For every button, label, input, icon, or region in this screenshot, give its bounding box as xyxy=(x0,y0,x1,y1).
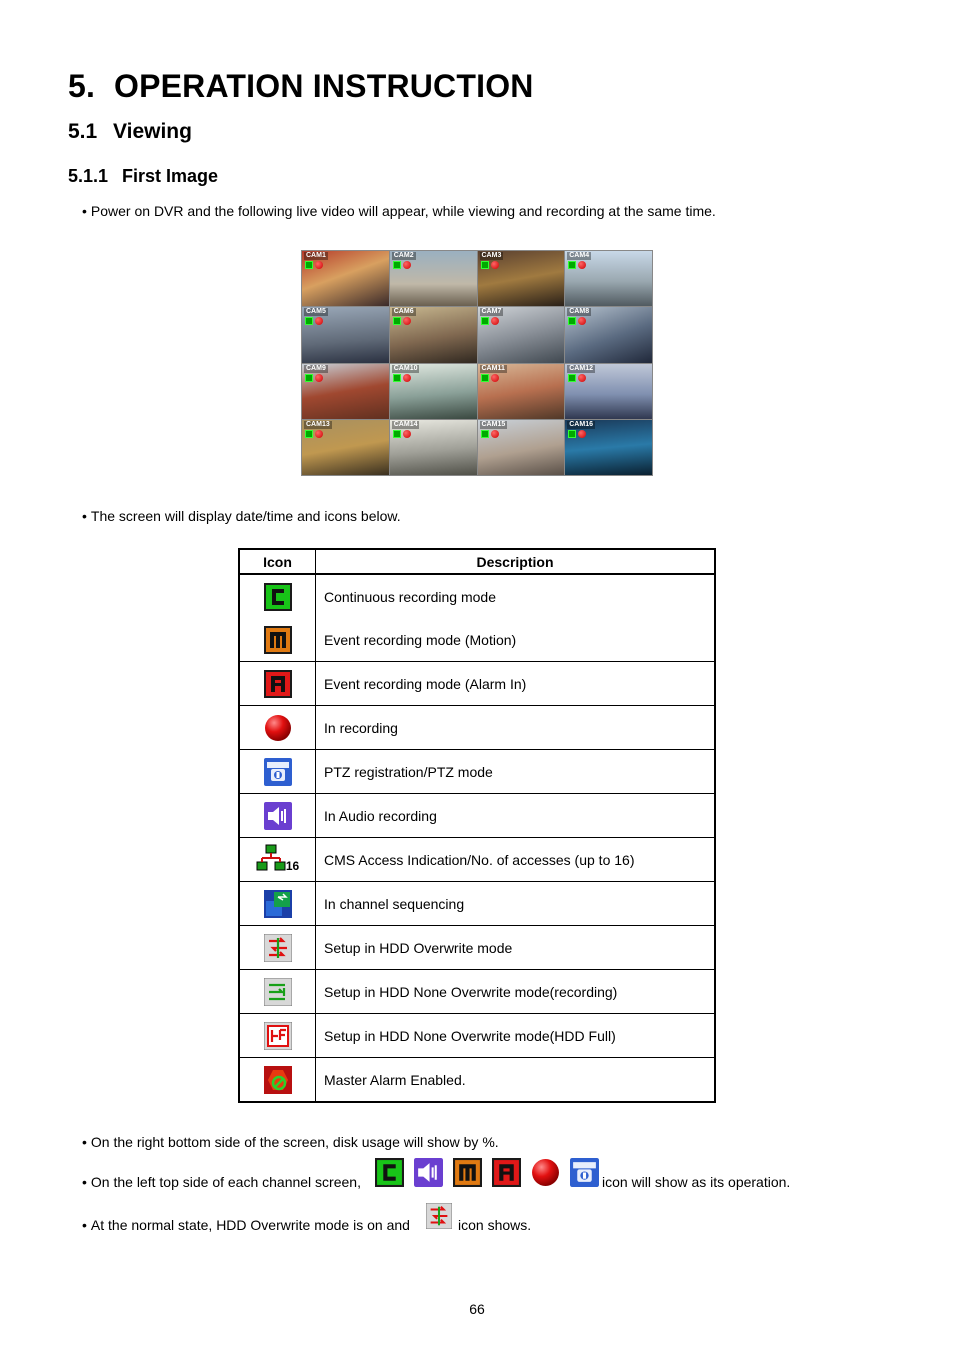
description-cell: In channel sequencing xyxy=(316,882,716,926)
camera-label: CAM13 xyxy=(306,420,330,428)
continuous-record-icon xyxy=(568,374,576,382)
continuous-record-icon xyxy=(393,261,401,269)
page-number: 66 xyxy=(469,1301,485,1317)
camera-tile xyxy=(390,307,477,362)
recording-dot-icon xyxy=(491,430,499,438)
camera-tile xyxy=(565,364,652,419)
table-row xyxy=(239,970,715,1014)
continuous-record-icon xyxy=(481,261,489,269)
section-title: 5.1 Viewing xyxy=(68,120,192,143)
table-row xyxy=(239,794,715,838)
camera-tile xyxy=(478,364,565,419)
live-video-grid xyxy=(301,250,653,476)
description-cell: PTZ registration/PTZ mode xyxy=(316,750,716,794)
recording-dot-icon xyxy=(578,374,586,382)
continuous-record-icon xyxy=(568,261,576,269)
cms-network-icon xyxy=(256,844,286,872)
icon-cell xyxy=(239,1014,316,1058)
icon-cell xyxy=(239,970,316,1014)
table-row xyxy=(239,1014,715,1058)
camera-tile xyxy=(390,251,477,306)
camera-label: CAM2 xyxy=(393,252,414,259)
icon-cell xyxy=(239,794,316,838)
icon-cell xyxy=(239,574,316,618)
description-cell: Event recording mode (Alarm In) xyxy=(316,662,716,706)
camera-label: CAM14 xyxy=(393,420,418,428)
camera-label: CAM10 xyxy=(393,364,418,372)
table-row xyxy=(239,838,715,882)
continuous-record-icon xyxy=(264,583,292,611)
table-row xyxy=(239,926,715,970)
bullet-power-on: • Power on DVR and the following live video will appear, while viewing and recording at the same time. xyxy=(82,203,716,219)
motion-record-icon xyxy=(453,1158,482,1187)
camera-tile xyxy=(390,364,477,419)
table-row xyxy=(239,574,715,618)
recording-dot-icon xyxy=(315,374,323,382)
camera-tile xyxy=(302,420,389,475)
icon-column-header: Icon xyxy=(239,549,316,574)
description-column-header: Description xyxy=(316,549,716,574)
recording-dot-icon xyxy=(491,261,499,269)
cms-access-count: 16 xyxy=(285,859,300,873)
ptz-icon xyxy=(570,1158,599,1187)
hdd-overwrite-icon xyxy=(426,1203,452,1229)
camera-label: CAM4 xyxy=(569,252,590,259)
bullet-channel-icons: • On the left top side of each channel screen, xyxy=(82,1174,361,1190)
recording-dot-icon xyxy=(578,317,586,325)
recording-dot-icon xyxy=(531,1158,560,1187)
icon-cell xyxy=(239,662,316,706)
continuous-record-icon xyxy=(393,317,401,325)
description-cell: Setup in HDD Overwrite mode xyxy=(316,926,716,970)
continuous-record-icon xyxy=(393,374,401,382)
table-row xyxy=(239,1058,715,1103)
channel-icon-strip xyxy=(375,1158,599,1187)
hdd-overwrite-icon xyxy=(264,934,292,962)
bullet-disk-usage: • On the right bottom side of the screen, disk usage will show by %. xyxy=(82,1134,499,1150)
hdd-none-overwrite-icon xyxy=(264,978,292,1006)
continuous-record-icon xyxy=(481,430,489,438)
icon-cell xyxy=(239,838,316,882)
motion-record-icon xyxy=(264,626,292,654)
recording-dot-icon xyxy=(578,430,586,438)
camera-label: CAM7 xyxy=(481,308,502,316)
ptz-icon xyxy=(264,758,292,786)
continuous-record-icon xyxy=(568,317,576,325)
camera-label: CAM3 xyxy=(481,252,502,259)
normal-state-icon-wrap xyxy=(426,1203,452,1229)
icon-cell xyxy=(239,1058,316,1103)
camera-tile xyxy=(565,420,652,475)
continuous-record-icon xyxy=(393,430,401,438)
description-cell: In Audio recording xyxy=(316,794,716,838)
continuous-record-icon xyxy=(375,1158,404,1187)
description-cell: Setup in HDD None Overwrite mode(HDD Full) xyxy=(316,1014,716,1058)
camera-tile xyxy=(478,251,565,306)
chapter-title: 5. OPERATION INSTRUCTION xyxy=(68,68,534,104)
hdd-full-icon xyxy=(264,1022,292,1050)
subsection-title: 5.1.1 First Image xyxy=(68,166,219,186)
continuous-record-icon xyxy=(305,261,313,269)
icon-cell xyxy=(239,882,316,926)
camera-label: CAM5 xyxy=(306,308,326,316)
camera-tile xyxy=(390,420,477,475)
bullet-channel-icons-tail: icon will show as its operation. xyxy=(602,1174,791,1190)
audio-icon xyxy=(414,1158,443,1187)
bullet-normal-state: • At the normal state, HDD Overwrite mode is on and xyxy=(82,1217,410,1233)
bullet-normal-state-tail: icon shows. xyxy=(458,1217,532,1233)
continuous-record-icon xyxy=(481,317,489,325)
recording-dot-icon xyxy=(403,430,411,438)
table-row xyxy=(239,882,715,926)
recording-dot-icon xyxy=(403,374,411,382)
recording-dot-icon xyxy=(403,317,411,325)
table-row xyxy=(239,706,715,750)
continuous-record-icon xyxy=(305,374,313,382)
icon-cell xyxy=(239,750,316,794)
recording-dot-icon xyxy=(491,374,499,382)
camera-tile xyxy=(565,307,652,362)
continuous-record-icon xyxy=(481,374,489,382)
master-alarm-icon xyxy=(264,1066,292,1094)
table-row xyxy=(239,662,715,706)
camera-label: CAM9 xyxy=(306,364,326,372)
camera-tile xyxy=(302,251,389,306)
recording-dot-icon xyxy=(578,261,586,269)
alarm-record-icon xyxy=(492,1158,521,1187)
description-cell: Master Alarm Enabled. xyxy=(316,1058,716,1103)
description-cell: CMS Access Indication/No. of accesses (up to 16) xyxy=(316,838,716,882)
description-cell: Continuous recording mode xyxy=(316,574,716,618)
camera-tile xyxy=(478,307,565,362)
description-cell: Event recording mode (Motion) xyxy=(324,631,517,648)
continuous-record-icon xyxy=(305,430,313,438)
recording-dot-icon xyxy=(264,714,292,742)
camera-tile xyxy=(302,364,389,419)
recording-dot-icon xyxy=(315,317,323,325)
camera-tile xyxy=(302,307,389,362)
recording-dot-icon xyxy=(491,317,499,325)
recording-dot-icon xyxy=(315,430,323,438)
sequence-icon xyxy=(264,890,292,918)
audio-icon xyxy=(264,802,292,830)
recording-dot-icon xyxy=(315,261,323,269)
alarm-record-icon xyxy=(264,670,292,698)
camera-label: CAM12 xyxy=(569,364,593,372)
camera-tile xyxy=(565,251,652,306)
icon-cell xyxy=(239,706,316,750)
icon-cell xyxy=(239,926,316,970)
camera-label: CAM16 xyxy=(569,420,593,428)
camera-label: CAM1 xyxy=(306,252,326,259)
description-cell: Setup in HDD None Overwrite mode(recording) xyxy=(316,970,716,1014)
continuous-record-icon xyxy=(568,430,576,438)
icon-table xyxy=(238,548,716,1103)
bullet-display-icons: • The screen will display date/time and icons below. xyxy=(82,508,401,524)
table-row xyxy=(239,750,715,794)
table-row xyxy=(239,618,715,662)
camera-label: CAM15 xyxy=(481,420,506,428)
recording-dot-icon xyxy=(403,261,411,269)
description-cell: In recording xyxy=(316,706,716,750)
camera-tile xyxy=(478,420,565,475)
continuous-record-icon xyxy=(305,317,313,325)
camera-label: CAM11 xyxy=(481,364,505,372)
icon-cell xyxy=(239,618,316,662)
camera-label: CAM6 xyxy=(393,308,414,316)
camera-label: CAM8 xyxy=(569,308,590,316)
